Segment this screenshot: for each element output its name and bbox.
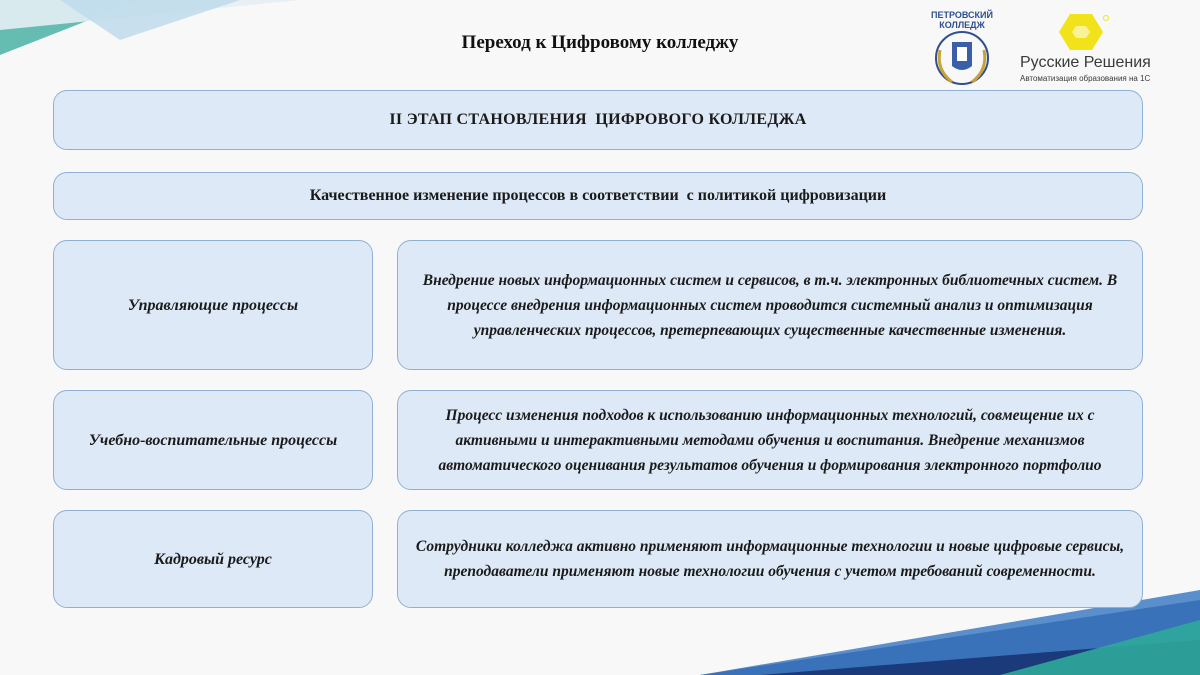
- process-label: Учебно-воспитательные процессы: [88, 431, 338, 449]
- stage-banner: [53, 90, 1143, 150]
- process-label-box: [53, 240, 373, 370]
- college-name: ПЕТРОВСКИЙ КОЛЛЕДЖ: [931, 10, 993, 30]
- process-description: Сотрудники колледжа активно применяют информационные технологии и новые цифровые сервисы, преподаватели применяют новые технологии обучения с учетом требований современности.: [415, 538, 1125, 580]
- process-label-box: [53, 390, 373, 490]
- process-description-box: [397, 240, 1143, 370]
- process-label-box: [53, 510, 373, 608]
- process-description: Процесс изменения подходов к использованию информационных технологий, совмещение их с активными и интерактивными методами обучения и воспитания. Внедрение механизмов автоматического оценивания результатов обучения и формирования электронного портфолио: [438, 406, 1102, 474]
- process-label: Кадровый ресурс: [154, 550, 272, 568]
- company-tagline: Автоматизация образования на 1С: [1020, 74, 1151, 83]
- company-name: Русские Решения: [1020, 54, 1151, 71]
- process-label: Управляющие процессы: [127, 296, 299, 314]
- college-logo: [922, 10, 1002, 90]
- process-description: Внедрение новых информационных систем и сервисов, в т.ч. электронных библиотечных систем. В процессе внедрения информационных систем проводится системный анализ и оптимизация управленческих процессов, претерпевающих существенные качественные изменения.: [422, 271, 1118, 339]
- company-hexagon-icon: [1010, 12, 1170, 54]
- process-description-box: [397, 390, 1143, 490]
- slide-title: Переход к Цифровому колледжу: [461, 32, 739, 53]
- process-description-box: [397, 510, 1143, 608]
- subtitle-banner-text: Качественное изменение процессов в соответствии с политикой цифровизации: [309, 187, 887, 204]
- subtitle-banner: [53, 172, 1143, 220]
- stage-banner-text: II ЭТАП СТАНОВЛЕНИЯ ЦИФРОВОГО КОЛЛЕДЖА: [389, 111, 807, 128]
- company-logo: [1010, 12, 1170, 84]
